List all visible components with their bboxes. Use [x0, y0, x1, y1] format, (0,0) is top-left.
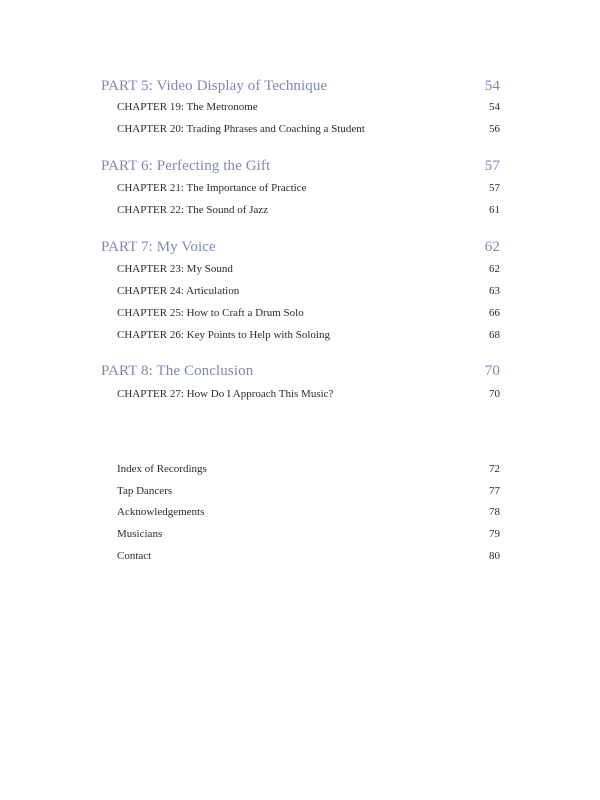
back-matter-title: Musicians: [117, 528, 163, 540]
part-title: PART 6: Perfecting the Gift: [101, 158, 271, 174]
back-matter-page-number: 72: [489, 463, 500, 475]
chapter-page-number: 63: [489, 285, 500, 297]
back-matter-title: Acknowledgements: [117, 506, 205, 518]
toc-acknowledgements[interactable]: [117, 506, 500, 518]
chapter-page-number: 66: [489, 307, 500, 319]
back-matter-page-number: 77: [489, 485, 500, 497]
back-matter-page-number: 79: [489, 528, 500, 540]
back-matter-title: Tap Dancers: [117, 485, 173, 497]
toc-part-7[interactable]: [101, 239, 500, 256]
toc-contact[interactable]: [117, 550, 500, 562]
back-matter-page-number: 80: [489, 550, 500, 562]
toc-part-6[interactable]: [101, 158, 500, 175]
part-page-number: 54: [484, 78, 500, 94]
toc-part-8[interactable]: [101, 363, 500, 380]
chapter-page-number: 56: [489, 123, 500, 135]
part-title: PART 7: My Voice: [101, 239, 216, 255]
chapter-title: CHAPTER 20: Trading Phrases and Coaching a Student: [117, 123, 365, 135]
toc-chapter-21[interactable]: [117, 182, 500, 194]
part-page-number: 70: [484, 363, 500, 379]
chapter-title: CHAPTER 24: Articulation: [117, 285, 240, 297]
toc-index-of-recordings[interactable]: [117, 463, 500, 475]
toc-chapter-26[interactable]: [117, 329, 500, 341]
chapter-page-number: 68: [489, 329, 500, 341]
back-matter-page-number: 78: [489, 506, 500, 518]
chapter-page-number: 62: [489, 263, 500, 275]
toc-chapter-23[interactable]: [117, 263, 500, 275]
chapter-page-number: 61: [489, 204, 500, 216]
chapter-page-number: 70: [489, 388, 500, 400]
chapter-title: CHAPTER 27: How Do I Approach This Music?: [117, 388, 334, 400]
chapter-page-number: 54: [489, 101, 500, 113]
toc-musicians[interactable]: [117, 528, 500, 540]
part-page-number: 57: [484, 158, 500, 174]
chapter-page-number: 57: [489, 182, 500, 194]
chapter-title: CHAPTER 19: The Metronome: [117, 101, 258, 113]
chapter-title: CHAPTER 25: How to Craft a Drum Solo: [117, 307, 304, 319]
toc-chapter-20[interactable]: [117, 123, 500, 135]
part-title: PART 5: Video Display of Technique: [101, 78, 328, 94]
chapter-title: CHAPTER 22: The Sound of Jazz: [117, 204, 269, 216]
toc-chapter-19[interactable]: [117, 101, 500, 113]
part-title: PART 8: The Conclusion: [101, 363, 254, 379]
toc-chapter-24[interactable]: [117, 285, 500, 297]
part-page-number: 62: [484, 239, 500, 255]
toc-tap-dancers[interactable]: [117, 485, 500, 497]
chapter-title: CHAPTER 26: Key Points to Help with Soloing: [117, 329, 330, 341]
toc-chapter-22[interactable]: [117, 204, 500, 216]
toc-chapter-25[interactable]: [117, 307, 500, 319]
toc-part-5[interactable]: [101, 78, 500, 95]
chapter-title: CHAPTER 23: My Sound: [117, 263, 233, 275]
toc-chapter-27[interactable]: [117, 388, 500, 400]
back-matter-title: Contact: [117, 550, 152, 562]
chapter-title: CHAPTER 21: The Importance of Practice: [117, 182, 307, 194]
back-matter-title: Index of Recordings: [117, 463, 207, 475]
